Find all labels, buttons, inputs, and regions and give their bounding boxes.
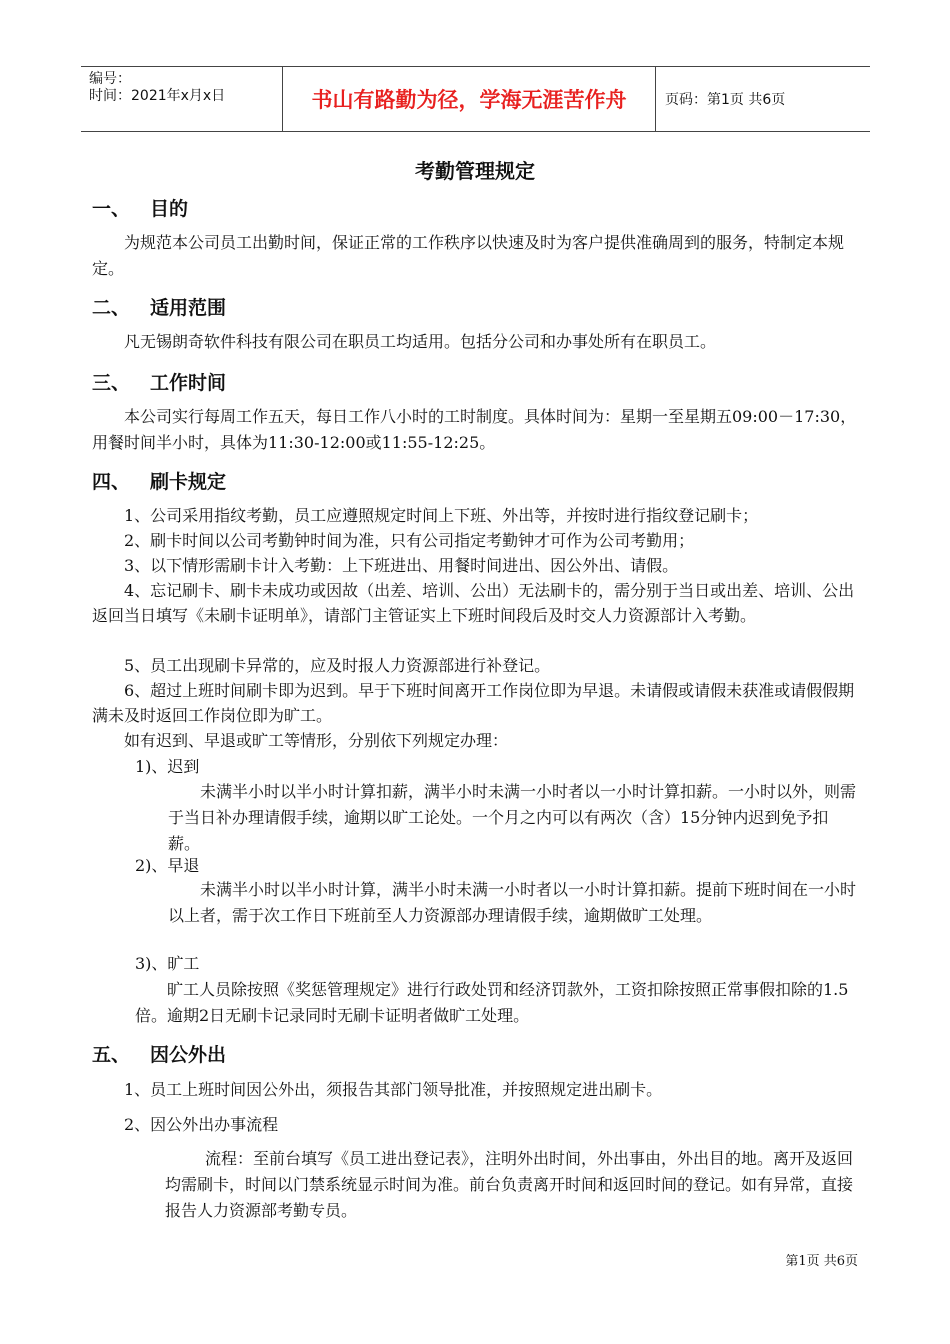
paragraph: 如有迟到、早退或旷工等情形，分别依下列规定办理： bbox=[124, 731, 509, 750]
paragraph: 6、超过上班时间刷卡即为迟到。早于下班时间离开工作岗位即为早退。未请假或请假未获准或请假假期满未及时返回工作岗位即为旷工。 bbox=[92, 681, 855, 725]
section-title: 工作时间 bbox=[150, 372, 227, 394]
paragraph: 5、员工出现刷卡异常的，应及时报人力资源部进行补登记。 bbox=[124, 656, 551, 675]
absent-text: 旷工人员除按照《奖惩管理规定》进行行政处罚和经济罚款外，工资扣除按照正常事假扣除的1.5倍。逾期2日无刷卡记录同时无刷卡证明者做旷工处理。 bbox=[135, 980, 849, 1025]
header-date: 时间：2021年x月x日 bbox=[89, 88, 226, 104]
early-text: 未满半小时以半小时计算，满半小时未满一小时者以一小时计算扣薪。提前下班时间在一小时以上者，需于次工作日下班前至人力资源部办理请假手续，逾期做旷工处理。 bbox=[168, 880, 857, 925]
section-title: 刷卡规定 bbox=[150, 471, 227, 493]
paragraph: 1、公司采用指纹考勤，员工应遵照规定时间上下班、外出等，并按时进行指纹登记刷卡； bbox=[124, 506, 759, 525]
early-label: 2)、早退 bbox=[135, 856, 200, 875]
paragraph: 3、以下情形需刷卡计入考勤：上下班进出、用餐时间进出、因公外出、请假。 bbox=[124, 556, 679, 575]
header-motto: 书山有路勤为径，学海无涯苦作舟 bbox=[311, 88, 627, 112]
section-number: 二、 bbox=[92, 297, 131, 319]
paragraph: 4、忘记刷卡、刷卡未成功或因故（出差、培训、公出）无法刷卡的，需分别于当日或出差、培训、公出返回当日填写《未刷卡证明单》，请部门主管证实上下班时间段后及时交人力资源部计入考勤。 bbox=[92, 581, 855, 625]
document-title: 考勤管理规定 bbox=[415, 159, 535, 183]
section-heading-2 bbox=[92, 293, 226, 320]
paragraph: 为规范本公司员工出勤时间，保证正常的工作秩序以快速及时为客户提供准确周到的服务，特制定本规定。 bbox=[92, 233, 845, 278]
document-header bbox=[81, 66, 870, 132]
paragraph: 2、因公外出办事流程 bbox=[124, 1115, 279, 1134]
section-number: 一、 bbox=[92, 198, 131, 220]
section-title: 适用范围 bbox=[150, 297, 227, 319]
page-footer: 第1页 共6页 bbox=[785, 1254, 858, 1269]
paragraph: 本公司实行每周工作五天，每日工作八小时的工时制度。具体时间为：星期一至星期五09:00－17:30，用餐时间半小时，具体为11:30-12:00或11:55-12:25。 bbox=[92, 407, 857, 452]
section-number: 五、 bbox=[92, 1044, 131, 1066]
section-heading-1 bbox=[92, 194, 188, 221]
late-text: 未满半小时以半小时计算扣薪，满半小时未满一小时者以一小时计算扣薪。一小时以外，则需于当日补办理请假手续，逾期以旷工论处。一个月之内可以有两次（含）15分钟内迟到免予扣薪。 bbox=[168, 782, 857, 853]
late-label: 1)、迟到 bbox=[135, 757, 200, 776]
section-title: 目的 bbox=[150, 198, 189, 220]
section-number: 三、 bbox=[92, 372, 131, 394]
section-title: 因公外出 bbox=[150, 1044, 227, 1066]
section-number: 四、 bbox=[92, 471, 131, 493]
paragraph: 1、员工上班时间因公外出，须报告其部门领导批准，并按照规定进出刷卡。 bbox=[124, 1080, 663, 1099]
header-number-label: 编号： bbox=[89, 71, 131, 87]
header-page-info: 页码：第1页 共6页 bbox=[665, 92, 786, 108]
section-heading-4 bbox=[92, 467, 226, 494]
section-heading-5 bbox=[92, 1040, 226, 1067]
paragraph: 2、刷卡时间以公司考勤钟时间为准，只有公司指定考勤钟才可作为公司考勤用； bbox=[124, 531, 695, 550]
paragraph: 流程：至前台填写《员工进出登记表》，注明外出时间，外出事由，外出目的地。离开及返回均需刷卡，时间以门禁系统显示时间为准。前台负责离开时间和返回时间的登记。如有异常，直接报告人力资源部考勤专员。 bbox=[165, 1149, 854, 1220]
absent-label: 3)、旷工 bbox=[135, 954, 200, 973]
paragraph: 凡无锡朗奇软件科技有限公司在职员工均适用。包括分公司和办事处所有在职员工。 bbox=[124, 332, 717, 351]
header-divider bbox=[655, 67, 656, 131]
header-meta bbox=[89, 71, 279, 105]
section-heading-3 bbox=[92, 368, 226, 395]
